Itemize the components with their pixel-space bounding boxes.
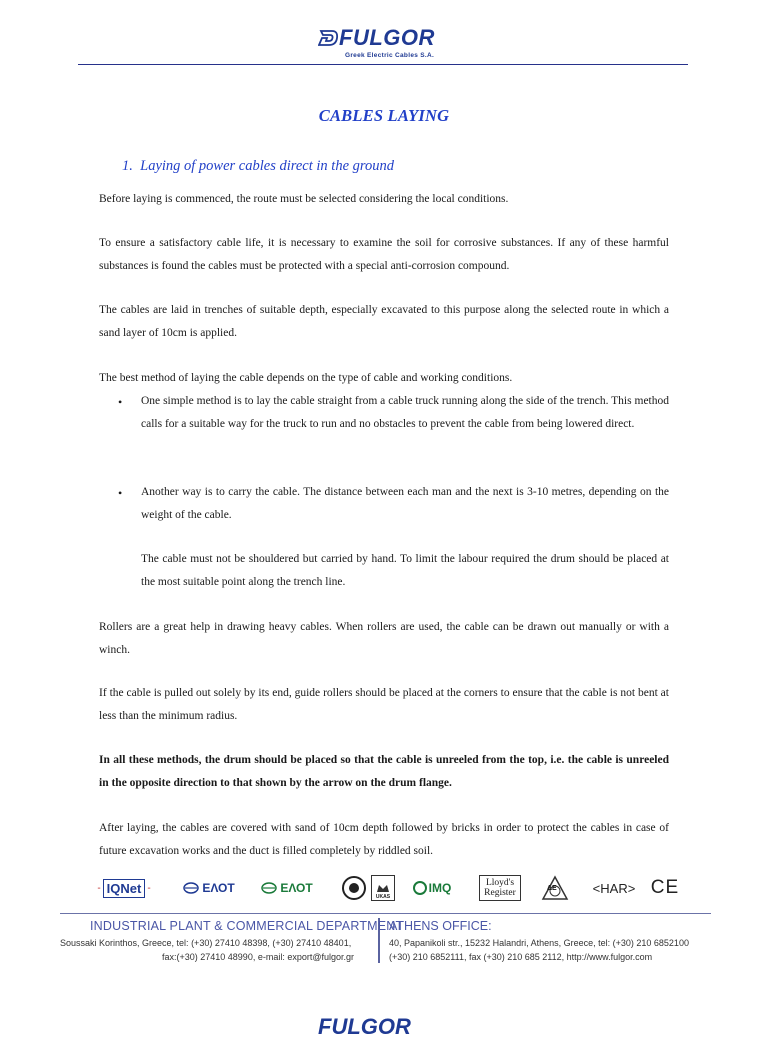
de-logo: ΔΕ xyxy=(540,874,570,902)
bullet-item: Another way is to carry the cable. The distance between each man and the next is 3-10 metres, depending on the weight of the cable. xyxy=(141,486,669,521)
bullet-marker: • xyxy=(118,486,123,500)
logo-text: FULGOR xyxy=(339,25,435,50)
elot-emblem-icon xyxy=(183,881,199,895)
page-title: CABLES LAYING xyxy=(318,106,450,125)
iqnet-logo: - IQNet - xyxy=(97,880,151,896)
next-page-logo: FULGOR xyxy=(318,1014,411,1039)
logo-subtitle: Greek Electric Cables S.A. xyxy=(345,52,435,59)
bullet-item: One simple method is to lay the cable straight from a cable truck running along the side of the trench. This method calls for a suitable way for the truck to run and no obstacles to prevent the cable from being lowered direct. xyxy=(141,395,669,430)
section-heading xyxy=(122,158,394,175)
certification-logos xyxy=(88,874,688,904)
footer-rule xyxy=(60,913,711,914)
fulgor-logo xyxy=(318,26,442,62)
footer-office-contact: (+30) 210 6852111, fax (+30) 210 685 2112, http://www.fulgor.com xyxy=(389,952,653,962)
paragraph-rollers: Rollers are a great help in drawing heavy cables. When rollers are used, the cable can be drawn out manually or with a winch. xyxy=(99,621,669,656)
bullet-marker: • xyxy=(118,395,123,409)
section-number: 1. xyxy=(122,158,133,174)
paragraph-after-laying: After laying, the cables are covered with sand of 10cm depth followed by bricks in order to protect the cables in case of future excavation works and the duct is filled completely by riddled soil. xyxy=(99,822,669,857)
footer-office-title: ATHENS OFFICE: xyxy=(389,919,492,933)
paragraph-trenches: The cables are laid in trenches of suitable depth, especially excavated to this purpose along the selected route in which a sand layer of 10cm is applied. xyxy=(99,304,669,339)
elot-emblem-icon xyxy=(261,881,277,895)
elot-logo: ΕΛΟΤ xyxy=(174,874,244,902)
elot-logo-2: ΕΛΟΤ xyxy=(254,874,320,902)
paragraph-guide-rollers: If the cable is pulled out solely by its end, guide rollers should be placed at the corners to ensure that the cable is not bent at less than the minimum radius. xyxy=(99,687,669,722)
lloyds-register-logo: Lloyd's Register xyxy=(476,874,524,902)
paragraph-drum-placement: In all these methods, the drum should be placed so that the cable is unreeled from the top, i.e. the cable is unreeled in the opposite direction to that shown by the arrow on the drum flange. xyxy=(99,754,669,789)
crown-seal-icon xyxy=(341,875,367,901)
header-rule xyxy=(78,64,688,65)
paragraph-best-method: The best method of laying the cable depends on the type of cable and working conditions. xyxy=(99,372,513,384)
bullet-followup: The cable must not be shouldered but carried by hand. To limit the labour required the drum should be placed at the most suitable point along the trench line. xyxy=(141,553,669,588)
footer-department-contact: fax:(+30) 27410 48990, e-mail: export@fulgor.gr xyxy=(162,952,354,962)
footer-office-address: 40, Papanikoli str., 15232 Halandri, Athens, Greece, tel: (+30) 210 6852100 xyxy=(389,938,689,948)
fulgor-emblem-icon xyxy=(318,28,340,48)
ukas-logo: UKAS xyxy=(338,874,398,902)
paragraph-route: Before laying is commenced, the route must be selected considering the local conditions. xyxy=(99,193,509,205)
ce-mark: CE xyxy=(650,877,680,898)
footer-department-address: Soussaki Korinthos, Greece, tel: (+30) 27410 48398, (+30) 27410 48401, xyxy=(60,938,352,948)
har-logo: <HAR> xyxy=(592,880,636,896)
imq-logo: IMQ xyxy=(404,874,460,902)
paragraph-soil: To ensure a satisfactory cable life, it is necessary to examine the soil for corrosive substances. If any of these harmful substances is found the cables must be protected with a special anti-corrosion compound. xyxy=(99,237,669,272)
footer-department-title: INDUSTRIAL PLANT & COMMERCIAL DEPARTMENT xyxy=(90,919,404,933)
crown-icon xyxy=(376,882,390,894)
section-heading-text: Laying of power cables direct in the ground xyxy=(140,158,394,174)
